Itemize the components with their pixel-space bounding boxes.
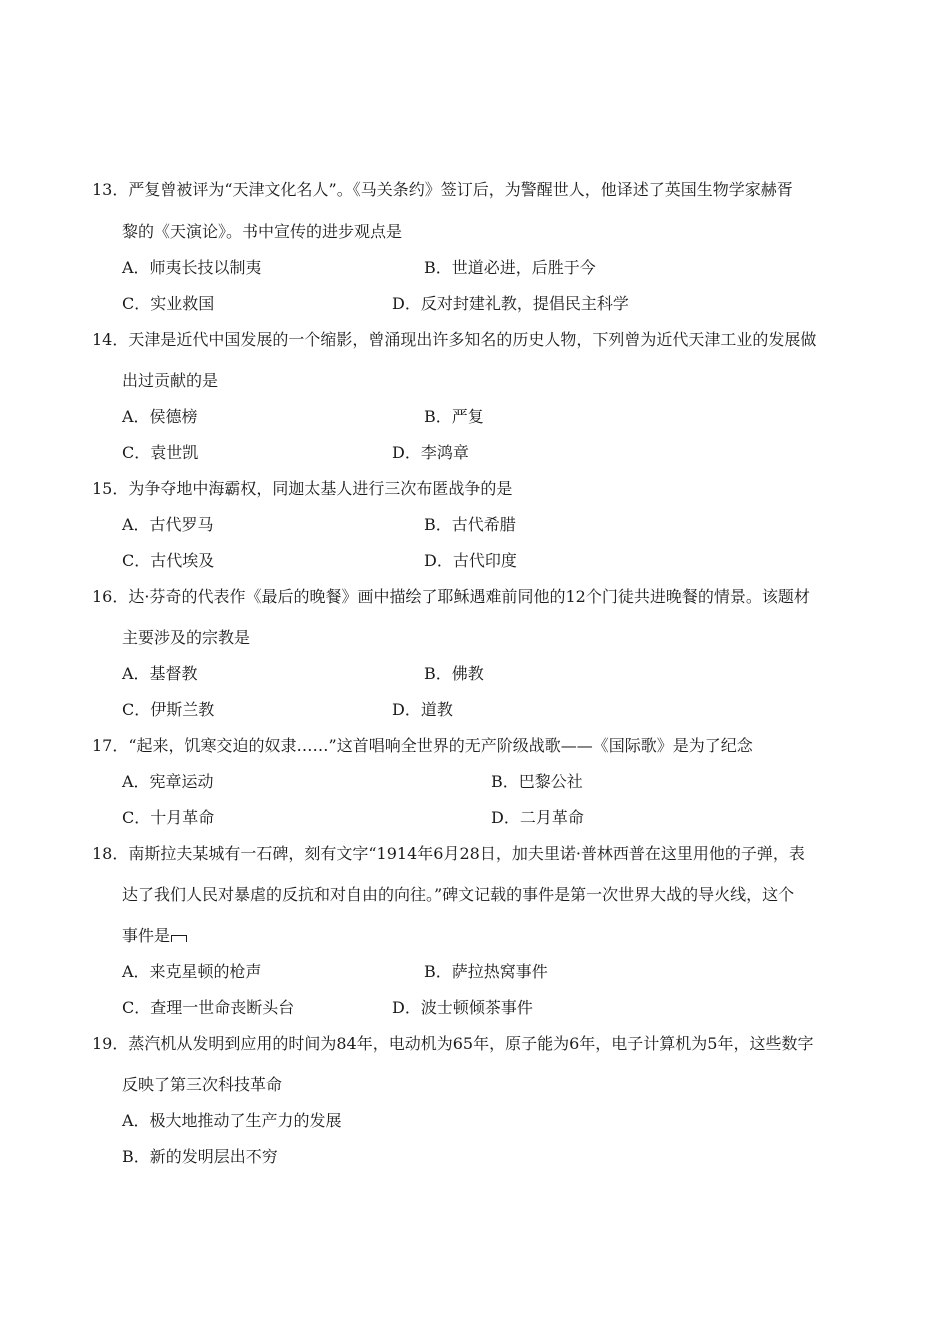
question-15-option-d: D．古代印度 — [424, 551, 517, 570]
question-17-option-b: B．巴黎公社 — [491, 772, 583, 791]
question-16-option-d: D．道教 — [392, 700, 453, 719]
question-16-option-c: C．伊斯兰教 — [122, 700, 215, 719]
question-18-option-a: A．来克星顿的枪声 — [122, 962, 262, 981]
question-18-option-c: C．查理一世命丧断头台 — [122, 998, 295, 1017]
question-text: 南斯拉夫某城有一石碑，刻有文字“1914年6月28日，加夫里诺·普林西普在这里用他的子弹，表 — [128, 844, 805, 863]
question-18-line-3 — [122, 926, 187, 946]
question-16-option-b: B．佛教 — [424, 664, 484, 683]
question-16-line-2: 主要涉及的宗教是 — [122, 628, 251, 647]
question-text: 天津是近代中国发展的一个缩影，曾涌现出许多知名的历史人物，下列曾为近代天津工业的发展做 — [128, 330, 817, 349]
question-18-line-1 — [92, 844, 805, 864]
question-13-option-b: B．世道必进，后胜于今 — [424, 258, 596, 277]
question-14-line-2: 出过贡献的是 — [122, 371, 219, 390]
question-19-line-2: 反映了第三次科技革命 — [122, 1075, 283, 1094]
question-17-option-a: A．宪章运动 — [122, 772, 214, 791]
question-17-option-c: C．十月革命 — [122, 808, 215, 827]
question-number: 19． — [92, 1034, 129, 1053]
question-18-option-b: B．萨拉热窝事件 — [424, 962, 548, 981]
question-text: 蒸汽机从发明到应用的时间为84年，电动机为65年，原子能为6年，电子计算机为5年，这些数字 — [128, 1034, 814, 1053]
question-19-option-a: A．极大地推动了生产力的发展 — [122, 1111, 342, 1130]
question-13-line-1 — [92, 180, 793, 200]
question-14-option-c: C．袁世凯 — [122, 443, 199, 462]
question-18-line-2: 达了我们人民对暴虐的反抗和对自由的向往。”碑文记载的事件是第一次世界大战的导火线，这个 — [122, 885, 795, 904]
question-15-option-a: A．古代罗马 — [122, 515, 214, 534]
question-14-option-a: A．侯德榜 — [122, 407, 198, 426]
question-number: 17． — [92, 736, 129, 755]
question-text: 严复曾被评为“天津文化名人”。《马关条约》签订后，为警醒世人，他译述了英国生物学家赫胥 — [128, 180, 793, 199]
question-text: 达·芬奇的代表作《最后的晚餐》画中描绘了耶稣遇难前同他的12个门徒共进晚餐的情景。该题材 — [128, 587, 810, 606]
question-number: 15． — [92, 479, 129, 498]
question-15-line-1 — [92, 479, 512, 499]
question-14-option-d: D．李鸿章 — [392, 443, 469, 462]
question-19-line-1 — [92, 1034, 813, 1054]
answer-blank — [171, 935, 187, 942]
question-text: 为争夺地中海霸权，同迦太基人进行三次布匿战争的是 — [128, 479, 513, 498]
question-number: 14． — [92, 330, 129, 349]
question-18-option-d: D．波士顿倾茶事件 — [392, 998, 533, 1017]
question-text: “起来，饥寒交迫的奴隶……”这首唱响全世界的无产阶级战歌——《国际歌》是为了纪念 — [128, 736, 753, 755]
question-14-option-b: B．严复 — [424, 407, 484, 426]
question-15-option-c: C．古代埃及 — [122, 551, 215, 570]
question-number: 16． — [92, 587, 129, 606]
question-14-line-1 — [92, 330, 816, 350]
question-15-option-b: B．古代希腊 — [424, 515, 516, 534]
question-13-option-d: D．反对封建礼教，提倡民主科学 — [392, 294, 629, 313]
question-16-line-1 — [92, 587, 810, 607]
question-13-option-c: C．实业救国 — [122, 294, 215, 313]
question-16-option-a: A．基督教 — [122, 664, 198, 683]
question-13-line-2: 黎的《天演论》。书中宣传的进步观点是 — [122, 222, 403, 241]
question-text: 事件是 — [122, 926, 171, 945]
question-number: 13． — [92, 180, 129, 199]
question-13-option-a: A．师夷长技以制夷 — [122, 258, 262, 277]
question-17-line-1 — [92, 736, 753, 756]
question-number: 18． — [92, 844, 129, 863]
question-19-option-b: B．新的发明层出不穷 — [122, 1147, 278, 1166]
question-17-option-d: D．二月革命 — [491, 808, 584, 827]
